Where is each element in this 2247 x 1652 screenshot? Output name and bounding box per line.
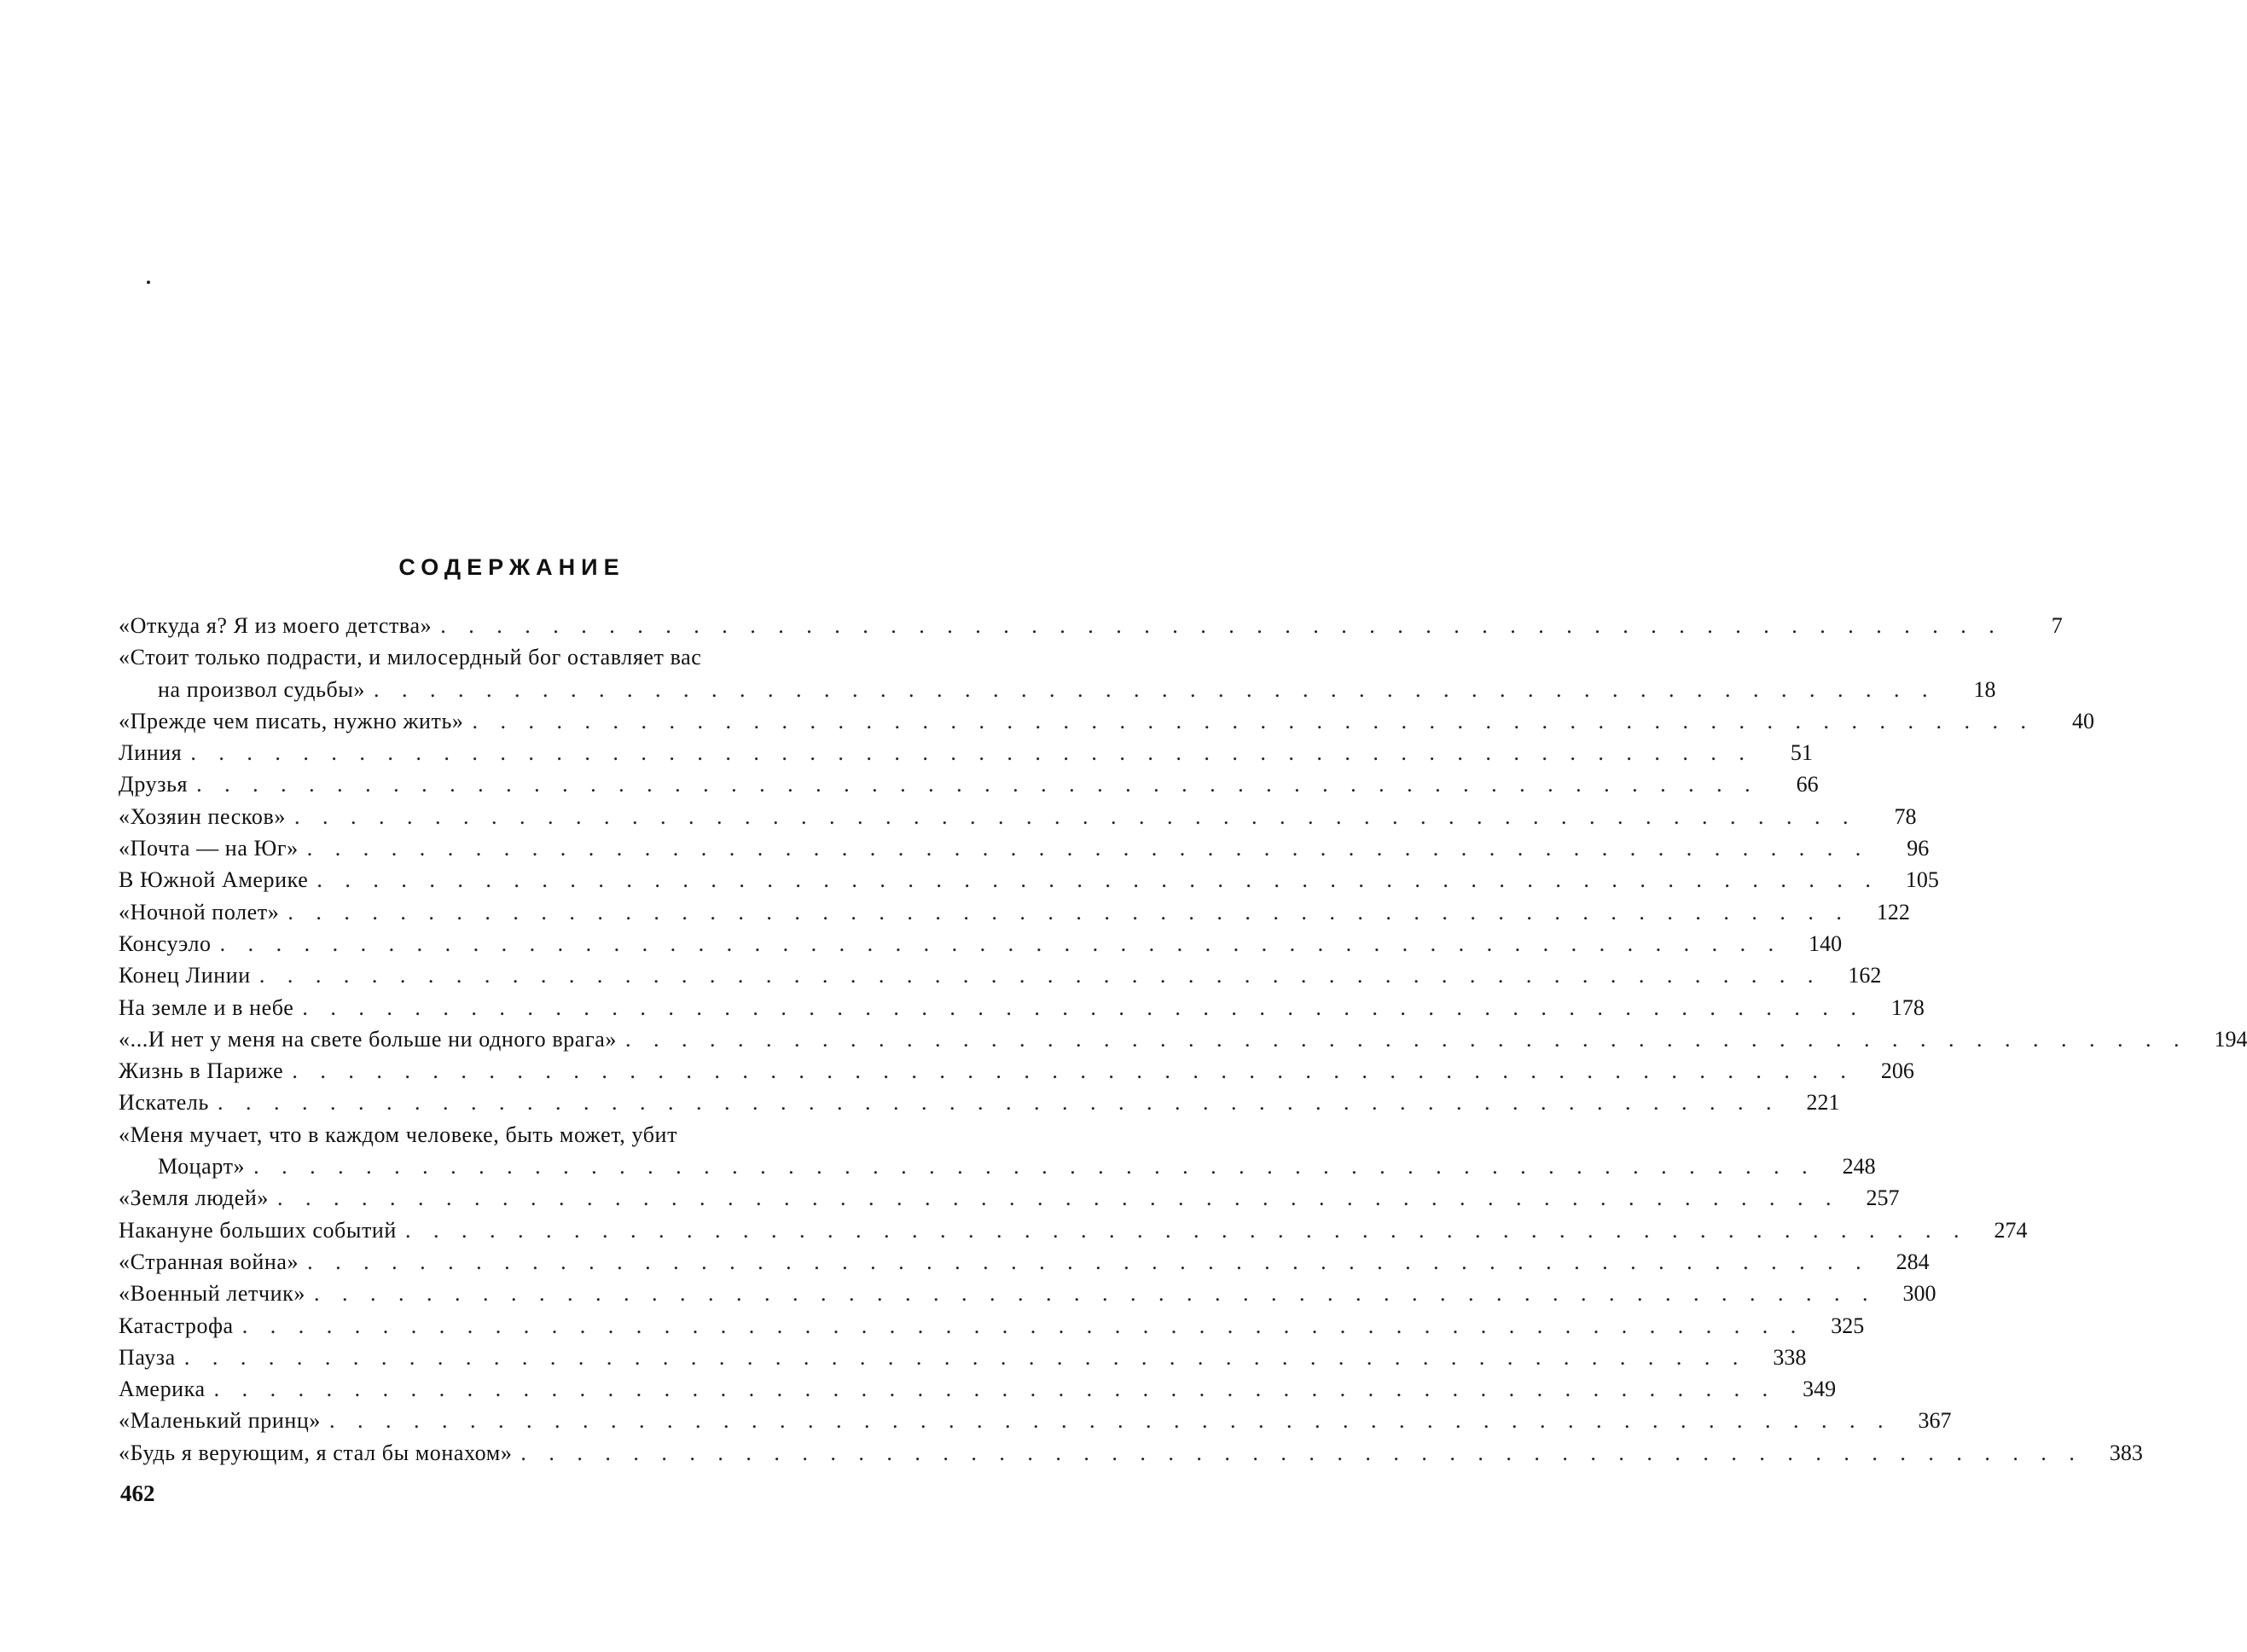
toc-entry-title: Америка [119, 1377, 206, 1402]
toc-entry [119, 1055, 1914, 1087]
toc-entry [119, 1087, 1840, 1118]
toc-entry-title: Катастрофа [119, 1313, 234, 1338]
leader-dots: . . . . . . . . . . . . . . . . . . . . . . . . . . . . . . . . . . . . . . . . . . . . . . . . . . . . . . . . [258, 963, 1822, 988]
toc-entry-page: 78 [1894, 803, 1917, 829]
toc-entry-title: «Земля людей» [119, 1185, 270, 1211]
toc-entry [119, 1278, 1936, 1309]
page-number: 462 [120, 1481, 155, 1506]
toc-entry-title: «Откуда я? Я из моего детства» [119, 613, 433, 638]
toc-entry-title: «Стоит только подрасти, и милосердный бог оставляет вас [119, 645, 702, 670]
leader-dots: . . . . . . . . . . . . . . . . . . . . . . . . . . . . . . . . . . . . . . . . . . . . . . . . . . . . . . . . [374, 676, 1936, 702]
toc-entry-title-continued: Моцарт» [158, 1154, 246, 1180]
toc-entry-page: 221 [1806, 1090, 1840, 1116]
toc-entry-title-continued: на произвол судьбы» [158, 676, 366, 702]
toc-entry-title: «Будь я верующим, я стал бы монахом» [119, 1440, 513, 1465]
leader-dots: . . . . . . . . . . . . . . . . . . . . . . . . . . . . . . . . . . . . . . . . . . . . . . . . . . . . . . . . [302, 994, 1865, 1020]
toc-entry-title: «...И нет у меня на свете больше ни одного врага» [119, 1026, 617, 1052]
toc-entry-title: Искатель [119, 1090, 209, 1116]
toc-entry-title: «Ночной полет» [119, 899, 280, 925]
toc-entry [119, 1437, 2143, 1469]
toc-entry [119, 610, 2063, 641]
leader-dots: . . . . . . . . . . . . . . . . . . . . . . . . . . . . . . . . . . . . . . . . . . . . . . . . . . . . . . . . [314, 1281, 1877, 1307]
toc-entry-title: В Южной Америке [119, 867, 309, 893]
leader-dots: . . . . . . . . . . . . . . . . . . . . . . . . . . . . . . . . . . . . . . . . . . . . . . . . . . . . . . . . [277, 1185, 1840, 1211]
toc-entry-page: 274 [1994, 1217, 2028, 1243]
toc-entry-title: «Хозяин песков» [119, 803, 286, 829]
toc-entry [119, 768, 1819, 800]
toc-entry-title: Конец Линии [119, 963, 251, 988]
toc-entry [119, 674, 1996, 705]
toc-entry-page: 284 [1896, 1249, 1930, 1274]
toc-entry-page: 122 [1876, 899, 1910, 925]
print-speck [147, 281, 150, 284]
toc-entry-page: 7 [2051, 613, 2063, 638]
toc-entry [119, 1342, 1807, 1373]
toc-entry-page: 300 [1902, 1281, 1936, 1307]
toc-entry-page: 257 [1866, 1185, 1900, 1211]
toc-entry-title: «Маленький принц» [119, 1408, 321, 1434]
table-of-contents [119, 610, 2247, 1469]
toc-entry-page: 325 [1831, 1313, 1865, 1338]
leader-dots: . . . . . . . . . . . . . . . . . . . . . . . . . . . . . . . . . . . . . . . . . . . . . . . . . . . . . . . . [196, 772, 1759, 797]
page-title: СОДЕРЖАНИЕ [398, 554, 625, 580]
toc-entry [119, 832, 1930, 864]
toc-entry-title: «Прежде чем писать, нужно жить» [119, 708, 464, 733]
toc-entry [119, 1151, 1876, 1182]
toc-entry [119, 1373, 1837, 1405]
toc-entry-title: Консуэло [119, 930, 212, 956]
toc-entry-title: Линия [119, 740, 183, 766]
toc-entry-page: 18 [1973, 676, 1996, 702]
toc-entry-page: 194 [2214, 1026, 2247, 1052]
toc-entry-page: 367 [1918, 1408, 1952, 1434]
toc-entry [119, 1310, 1865, 1342]
leader-dots: . . . . . . . . . . . . . . . . . . . . . . . . . . . . . . . . . . . . . . . . . . . . . . . . . . . . . . . . [213, 1377, 1777, 1402]
leader-dots: . . . . . . . . . . . . . . . . . . . . . . . . . . . . . . . . . . . . . . . . . . . . . . . . . . . . . . . . [307, 1249, 1870, 1274]
toc-entry-title: Накануне больших событий [119, 1217, 397, 1243]
toc-entry-page: 162 [1848, 963, 1882, 988]
toc-entry-page: 206 [1880, 1058, 1914, 1084]
toc-entry [119, 959, 1882, 991]
toc-entry-page: 40 [2072, 708, 2095, 733]
toc-entry [119, 1246, 1930, 1278]
leader-dots: . . . . . . . . . . . . . . . . . . . . . . . . . . . . . . . . . . . . . . . . . . . . . . . . . . . . . . . . [287, 899, 1850, 925]
leader-dots: . . . . . . . . . . . . . . . . . . . . . . . . . . . . . . . . . . . . . . . . . . . . . . . . . . . . . . . . [253, 1154, 1816, 1180]
toc-entry-page: 96 [1907, 836, 1930, 861]
toc-entry [119, 737, 1813, 768]
toc-entry [119, 928, 1843, 959]
toc-entry [119, 864, 1939, 896]
leader-dots: . . . . . . . . . . . . . . . . . . . . . . . . . . . . . . . . . . . . . . . . . . . . . . . . . . . . . . . . [219, 930, 1783, 956]
leader-dots: . . . . . . . . . . . . . . . . . . . . . . . . . . . . . . . . . . . . . . . . . . . . . . . . . . . . . . . . [472, 708, 2035, 733]
leader-dots: . . . . . . . . . . . . . . . . . . . . . . . . . . . . . . . . . . . . . . . . . . . . . . . . . . . . . . . . [316, 867, 1879, 893]
leader-dots: . . . . . . . . . . . . . . . . . . . . . . . . . . . . . . . . . . . . . . . . . . . . . . . . . . . . . . . . [520, 1440, 2083, 1465]
toc-entry [119, 1405, 1952, 1436]
toc-entry-title: Друзья [119, 772, 189, 797]
leader-dots: . . . . . . . . . . . . . . . . . . . . . . . . . . . . . . . . . . . . . . . . . . . . . . . . . . . . . . . . [190, 740, 1753, 766]
toc-entry-title: «Странная война» [119, 1249, 299, 1274]
leader-dots: . . . . . . . . . . . . . . . . . . . . . . . . . . . . . . . . . . . . . . . . . . . . . . . . . . . . . . . . [624, 1026, 2188, 1052]
toc-entry-page: 140 [1809, 930, 1843, 956]
toc-entry [119, 896, 1910, 928]
toc-entry-page: 105 [1905, 867, 1939, 893]
toc-entry [119, 992, 1925, 1023]
toc-entry [119, 1182, 1900, 1214]
leader-dots: . . . . . . . . . . . . . . . . . . . . . . . . . . . . . . . . . . . . . . . . . . . . . . . . . . . . . . . . [217, 1090, 1780, 1116]
toc-entry [119, 1214, 2028, 1246]
toc-entry-title: Пауза [119, 1344, 176, 1370]
leader-dots: . . . . . . . . . . . . . . . . . . . . . . . . . . . . . . . . . . . . . . . . . . . . . . . . . . . . . . . . [306, 836, 1870, 861]
toc-entry-page: 338 [1773, 1344, 1807, 1370]
toc-entry-page: 66 [1796, 772, 1819, 797]
toc-entry-page: 349 [1803, 1377, 1837, 1402]
leader-dots: . . . . . . . . . . . . . . . . . . . . . . . . . . . . . . . . . . . . . . . . . . . . . . . . . . . . . . . . [241, 1313, 1805, 1338]
leader-dots: . . . . . . . . . . . . . . . . . . . . . . . . . . . . . . . . . . . . . . . . . . . . . . . . . . . . . . . . [293, 803, 1857, 829]
toc-entry-page: 51 [1790, 740, 1813, 766]
toc-entry-title: «Военный летчик» [119, 1281, 306, 1307]
toc-entry [119, 705, 2095, 737]
toc-entry-title: «Меня мучает, что в каждом человеке, быть может, убит [119, 1122, 678, 1147]
toc-entry-page: 248 [1842, 1154, 1876, 1180]
leader-dots: . . . . . . . . . . . . . . . . . . . . . . . . . . . . . . . . . . . . . . . . . . . . . . . . . . . . . . . . [292, 1058, 1855, 1084]
toc-entry [119, 1023, 2247, 1055]
leader-dots: . . . . . . . . . . . . . . . . . . . . . . . . . . . . . . . . . . . . . . . . . . . . . . . . . . . . . . . . [183, 1344, 1747, 1370]
leader-dots: . . . . . . . . . . . . . . . . . . . . . . . . . . . . . . . . . . . . . . . . . . . . . . . . . . . . . . . . [440, 613, 2003, 638]
toc-entry-page: 178 [1890, 994, 1925, 1020]
leader-dots: . . . . . . . . . . . . . . . . . . . . . . . . . . . . . . . . . . . . . . . . . . . . . . . . . . . . . . . . [329, 1408, 1892, 1434]
toc-entry-title: Жизнь в Париже [119, 1058, 284, 1084]
leader-dots: . . . . . . . . . . . . . . . . . . . . . . . . . . . . . . . . . . . . . . . . . . . . . . . . . . . . . . . . [404, 1217, 1968, 1243]
toc-entry-title: На земле и в небе [119, 994, 294, 1020]
toc-entry [119, 801, 1917, 832]
toc-entry-page: 383 [2109, 1440, 2143, 1465]
toc-entry-title: «Почта — на Юг» [119, 836, 299, 861]
